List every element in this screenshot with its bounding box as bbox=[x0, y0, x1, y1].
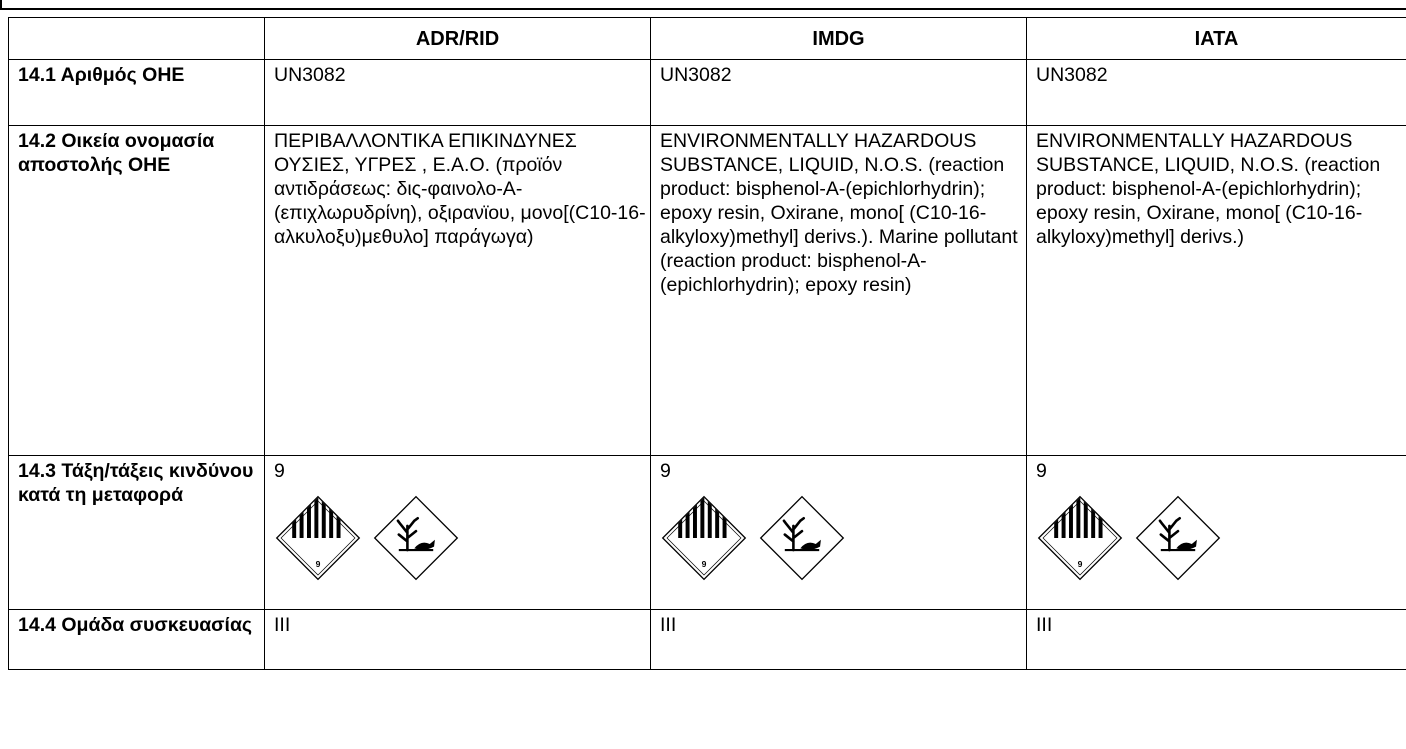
header-empty-cell bbox=[9, 18, 265, 60]
cell-hazard-class-iata bbox=[1027, 456, 1406, 610]
row-label-un-number: 14.1 Αριθμός ΟΗΕ bbox=[9, 60, 265, 126]
cell-un-number-iata: UN3082 bbox=[1027, 60, 1406, 126]
cell-packing-group-iata: III bbox=[1027, 610, 1406, 670]
header-row bbox=[9, 18, 1406, 60]
hazard-class-value: 9 bbox=[274, 460, 285, 482]
cell-shipping-name-imdg: ENVIRONMENTALLY HAZARDOUS SUBSTANCE, LIQUID, N.O.S. (reaction product: bisphenol-A-(epichlorhydrin); epoxy resin, Oxirane, mono[ (C10-16-alkyloxy)methyl] derivs.). Marine pollutant (reaction product: bisphenol-A-(epichlorhydrin); epoxy resin) bbox=[651, 126, 1027, 456]
cell-hazard-class-imdg bbox=[651, 456, 1027, 610]
class-9-label-number: 9 bbox=[701, 559, 707, 570]
cell-un-number-adr: UN3082 bbox=[265, 60, 651, 126]
previous-section-frame bbox=[0, 0, 1406, 10]
table-row-packing-group bbox=[9, 610, 1406, 670]
table-row-hazard-class bbox=[9, 456, 1406, 610]
environmental-hazard-pictogram-icon bbox=[373, 495, 459, 581]
cell-packing-group-imdg: III bbox=[651, 610, 1027, 670]
pictogram-group bbox=[1037, 495, 1406, 581]
row-label-hazard-class: 14.3 Τάξη/τάξεις κινδύνου κατά τη μεταφορά bbox=[9, 456, 265, 610]
header-iata: IATA bbox=[1027, 18, 1406, 60]
cell-shipping-name-adr: ΠΕΡΙΒΑΛΛΟΝΤΙΚΑ ΕΠΙΚΙΝΔΥΝΕΣ ΟΥΣΙΕΣ, ΥΓΡΕΣ , Ε.Α.Ο. (προϊόν αντιδράσεως: δις-φαινολο-Α-(επιχλωρυδρίνη), οξιρανϊου, μονο[(C10-16-αλκυλοξυ)μεθυλο] παράγωγα) bbox=[265, 126, 651, 456]
header-adr-rid: ADR/RID bbox=[265, 18, 651, 60]
class-9-label-number: 9 bbox=[315, 559, 321, 570]
row-label-packing-group: 14.4 Ομάδα συσκευασίας bbox=[9, 610, 265, 670]
class-9-miscellaneous-hazard-label-icon bbox=[661, 495, 747, 581]
table-row-shipping-name bbox=[9, 126, 1406, 456]
cell-hazard-class-adr bbox=[265, 456, 651, 610]
pictogram-group bbox=[275, 495, 650, 581]
class-9-miscellaneous-hazard-label-icon bbox=[275, 495, 361, 581]
environmental-hazard-pictogram-icon bbox=[759, 495, 845, 581]
environmental-hazard-pictogram-icon bbox=[1135, 495, 1221, 581]
cell-packing-group-adr: III bbox=[265, 610, 651, 670]
class-9-label-number: 9 bbox=[1077, 559, 1083, 570]
table-row-un-number bbox=[9, 60, 1406, 126]
transport-information-table bbox=[8, 17, 1406, 670]
header-imdg: IMDG bbox=[651, 18, 1027, 60]
hazard-class-value: 9 bbox=[660, 460, 671, 482]
pictogram-group bbox=[661, 495, 1026, 581]
cell-shipping-name-iata: ENVIRONMENTALLY HAZARDOUS SUBSTANCE, LIQUID, N.O.S. (reaction product: bisphenol-A-(epichlorhydrin); epoxy resin, Oxirane, mono[ (C10-16-alkyloxy)methyl] derivs.) bbox=[1027, 126, 1406, 456]
class-9-miscellaneous-hazard-label-icon bbox=[1037, 495, 1123, 581]
cell-un-number-imdg: UN3082 bbox=[651, 60, 1027, 126]
hazard-class-value: 9 bbox=[1036, 460, 1047, 482]
row-label-shipping-name: 14.2 Οικεία ονομασία αποστολής ΟΗΕ bbox=[9, 126, 265, 456]
